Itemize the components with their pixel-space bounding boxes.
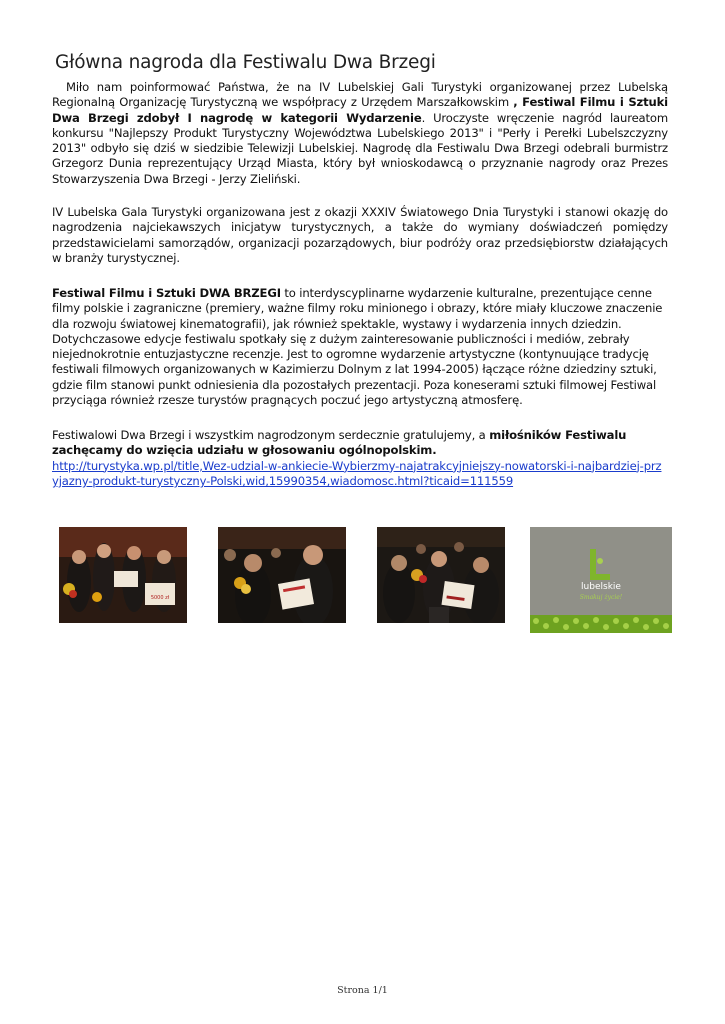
photo-cheque-handover-image <box>218 527 346 623</box>
photo-cheque-presentation-image <box>377 527 505 623</box>
page-title: Główna nagroda dla Festiwalu Dwa Brzegi <box>55 52 436 73</box>
paragraph-award <box>52 80 668 187</box>
logo-tagline: Smakuj życie! <box>579 594 623 601</box>
paragraph-gala: IV Lubelska Gala Turystyki organizowana jest z okazji XXXIV Światowego Dnia Turystyki i stanowi okazję do nagrodzenia najciekawszych inicjatyw turystycznych, a także do wymiany doświadczeń pomiędzy przedstawicielami samorządów, organizacji pozarządowych, biur podróży oraz przedsiębiorstw działających w branży turystycznej. <box>52 205 668 265</box>
paragraph-festival <box>52 286 668 408</box>
logo-text: lubelskie <box>581 582 621 592</box>
voting-call-text: miłośników Festiwalu zachęcamy do wzięcia udziału w głosowaniu ogólnopolskim. <box>52 428 627 458</box>
voting-link[interactable]: http://turystyka.wp.pl/title,Wez-udzial-w-ankiecie-Wybierzmy-najatrakcyjniejszy-nowatorski-i-najbardziej-przyjazny-produkt-turystyczny-Polski,wid,15990354,wiadomosc.html?ticaid=111559 <box>52 458 662 488</box>
photo-award-group-image <box>59 527 187 623</box>
photo-cheque-handover[interactable] <box>218 527 346 623</box>
page-number-footer: Strona 1/1 <box>337 985 388 996</box>
cheque-amount-label: 5000 zł <box>150 595 170 601</box>
photo-award-group[interactable] <box>59 527 187 623</box>
lubelskie-logo <box>530 527 672 633</box>
award-highlight-text: , Festiwal Filmu i Sztuki Dwa Brzegi zdobył I nagrodę w kategorii Wydarzenie <box>52 95 668 125</box>
lubelskie-logo-image[interactable] <box>530 527 672 633</box>
photo-cheque-presentation[interactable] <box>377 527 505 623</box>
paragraph-congratulations <box>52 428 668 489</box>
festival-name-text: Festiwal Filmu i Sztuki DWA BRZEGI <box>52 286 281 300</box>
award-ceremony-text: . Uroczyste wręczenie nagród laureatom konkursu "Najlepszy Produkt Turystyczny Województwa Lubelskiego 2013" i "Perły i Perełki Lubelszczyzny 2013" odbyło się dziś w siedzibie Telewizji Lubelskiej. Nagrodę dla Festiwalu Dwa Brzegi odebrali burmistrz Grzegorz Dunia reprezentujący Urząd Miasta, który był wnioskodawcą o przyznanie nagrody oraz Prezes Stowarzyszenia Dwa Brzegi - Jerzy Zieliński. <box>52 110 668 186</box>
congratulations-text: Festiwalowi Dwa Brzegi i wszystkim nagrodzonym serdecznie gratulujemy, a <box>52 428 490 442</box>
award-intro-text: Miło nam poinformować Państwa, że na IV Lubelskiej Gali Turystyki organizowanej przez Lubelską Regionalną Organizację Turystyczną we współpracy z Urzędem Marszałkowskim <box>52 80 668 110</box>
festival-description-text: to interdyscyplinarne wydarzenie kulturalne, prezentujące cenne filmy polskie i zagraniczne (premiery, ważne filmy roku minionego i obrazy, które miały kluczowe znaczenie dla rozwoju światowej kinematografii), jak również spektakle, wystawy i wydarzenia innych dziedzin. Dotychczasowe edycje festiwalu spotkały się z dużym zainteresowanie publiczności i mediów, zebrały niejednokrotnie entuzjastyczne recenzje. Jest to ogromne wydarzenie artystyczne (kontynuujące tradycję festiwali filmowych organizowanych w Kazimierzu Dolnym z lat 1994-2005) łączące różne dziedziny sztuki, gdzie film stanowi punkt odniesienia dla pozostałych prezentacji. Poza koneserami sztuki filmowej Festiwal przyciąga również rzesze turystów pragnących poczuć jego artystyczną atmosferę. <box>52 286 663 408</box>
